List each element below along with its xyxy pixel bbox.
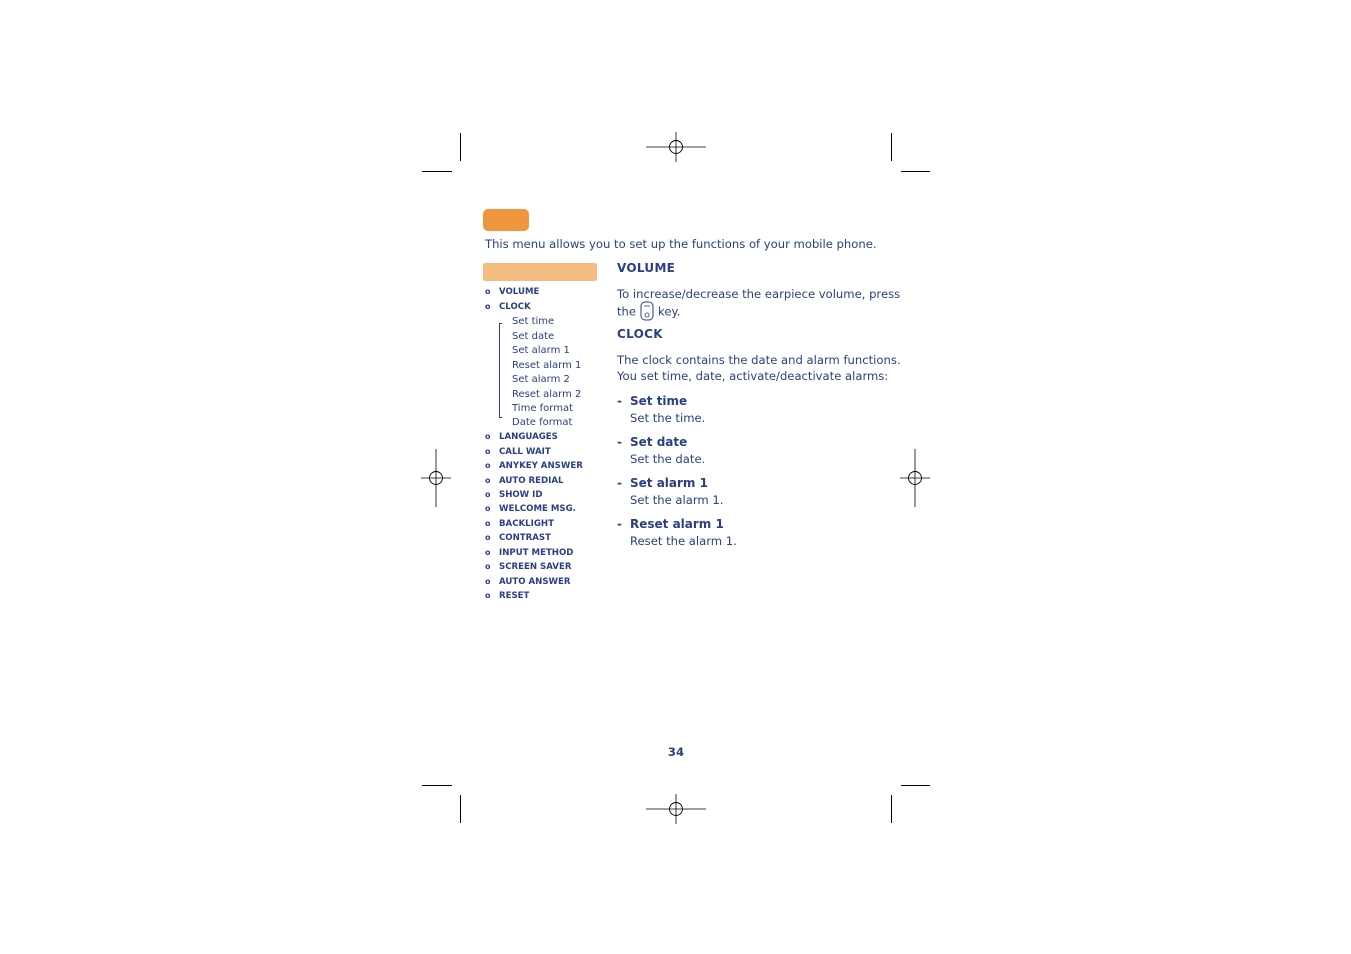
list-dash: - <box>617 476 622 490</box>
volume-text-pre: the <box>617 304 637 319</box>
bullet: o <box>485 518 491 528</box>
submenu-item: Reset alarm 1 <box>512 359 582 371</box>
clock-entry-desc: Set the date. <box>630 452 706 466</box>
menu-item <box>485 562 571 572</box>
menu-item-label: ANYKEY ANSWER <box>499 461 583 471</box>
menu-item <box>485 519 554 529</box>
clock-text-line: The clock contains the date and alarm functions. <box>617 353 901 367</box>
crop-mark <box>460 795 461 823</box>
clock-entry-title: Set time <box>630 394 688 408</box>
list-dash: - <box>617 394 622 408</box>
clock-entry-desc: Set the time. <box>630 411 706 425</box>
menu-item <box>485 302 531 312</box>
clock-text-line: You set time, date, activate/deactivate alarms: <box>617 369 889 383</box>
submenu-item: Date format <box>512 417 573 428</box>
registration-mark-icon <box>900 449 930 507</box>
crop-mark <box>891 133 892 161</box>
bullet: o <box>485 533 491 542</box>
crop-mark <box>891 795 892 823</box>
bullet: o <box>485 504 491 513</box>
volume-key-icon <box>640 301 654 321</box>
tree-connector <box>499 323 500 418</box>
menu-item-label: CALL WAIT <box>499 446 551 457</box>
tree-tick <box>499 417 502 418</box>
menu-item <box>485 533 551 543</box>
bullet: o <box>485 446 491 456</box>
menu-item-label: RESET <box>499 591 530 601</box>
clock-entry-desc: Set the alarm 1. <box>630 493 724 507</box>
menu-item-label: CLOCK <box>499 301 531 312</box>
registration-mark-icon <box>646 132 706 162</box>
crop-mark <box>460 133 461 161</box>
menu-item <box>485 504 576 514</box>
clock-heading: CLOCK <box>617 327 663 341</box>
bullet: o <box>485 591 491 600</box>
bullet: o <box>485 287 491 296</box>
crop-mark <box>422 171 452 172</box>
menu-item <box>485 476 563 486</box>
menu-item <box>485 490 543 500</box>
submenu-item: Set alarm 1 <box>512 345 570 356</box>
volume-text-line: To increase/decrease the earpiece volume, press <box>617 287 901 301</box>
volume-text-post: key. <box>658 304 681 319</box>
bullet: o <box>485 432 491 441</box>
section-tab <box>483 209 529 231</box>
clock-entry-desc: Reset the alarm 1. <box>630 534 737 548</box>
page-number: 34 <box>667 745 685 759</box>
bullet: o <box>485 489 491 499</box>
submenu-item: Set alarm 2 <box>512 374 570 385</box>
submenu-item: Reset alarm 2 <box>512 388 582 400</box>
intro-text: This menu allows you to set up the functions of your mobile phone. <box>485 237 877 251</box>
tree-tick <box>499 323 502 324</box>
menu-item-label: WELCOME MSG. <box>499 504 576 514</box>
crop-mark <box>422 785 452 786</box>
registration-mark-icon <box>646 794 706 824</box>
clock-entry-title: Set date <box>630 435 688 449</box>
menu-item-label: AUTO REDIAL <box>499 475 564 486</box>
bullet: o <box>485 562 491 571</box>
submenu-item: Time format <box>512 402 574 414</box>
menu-item <box>485 447 551 457</box>
menu-item <box>485 461 583 471</box>
menu-item-label: LANGUAGES <box>499 432 558 442</box>
bullet: o <box>485 301 491 311</box>
menu-item <box>485 591 529 601</box>
bullet: o <box>485 461 491 470</box>
clock-entry-title: Reset alarm 1 <box>630 517 724 531</box>
volume-heading: VOLUME <box>617 261 676 275</box>
volume-text-line <box>617 302 680 322</box>
registration-mark-icon <box>421 449 451 507</box>
menu-item-label: SHOW ID <box>499 489 543 500</box>
crop-mark <box>901 171 930 172</box>
menu-item-label: SCREEN SAVER <box>499 562 572 572</box>
menu-item-label: INPUT METHOD <box>499 547 574 558</box>
menu-item <box>485 432 558 442</box>
menu-item-label: CONTRAST <box>499 533 551 543</box>
list-dash: - <box>617 435 622 449</box>
list-dash: - <box>617 517 622 531</box>
bullet: o <box>485 547 491 557</box>
menu-header-bar <box>483 263 597 281</box>
menu-item <box>485 548 573 558</box>
submenu-item: Set time <box>512 316 555 327</box>
menu-item-label: VOLUME <box>499 287 540 297</box>
menu-item <box>485 287 539 297</box>
submenu-item: Set date <box>512 330 555 342</box>
menu-item-label: AUTO ANSWER <box>499 576 571 587</box>
bullet: o <box>485 475 491 485</box>
menu-item <box>485 577 571 587</box>
menu-item-label: BACKLIGHT <box>499 518 554 529</box>
bullet: o <box>485 576 491 586</box>
clock-entry-title: Set alarm 1 <box>630 476 708 490</box>
crop-mark <box>901 785 930 786</box>
